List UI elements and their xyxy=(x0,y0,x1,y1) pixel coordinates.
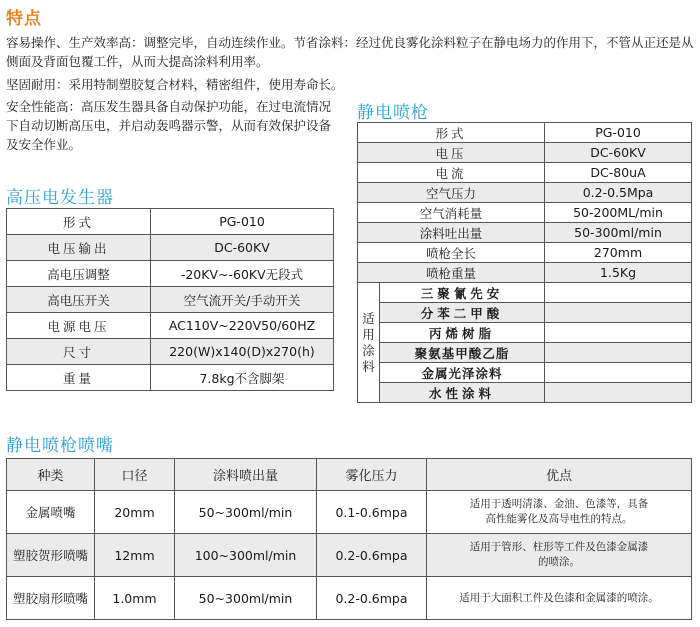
table-row xyxy=(358,383,692,403)
table-header-row xyxy=(7,459,692,491)
nozzle-type: 塑胶贺形喷嘴 xyxy=(7,534,95,577)
nozzle-output: 50~300ml/min xyxy=(175,491,317,534)
spec-key: 尺寸 xyxy=(7,339,151,365)
table-row xyxy=(7,313,334,339)
nozzle-bore: 20mm xyxy=(95,491,175,534)
material-item: 金属光泽涂料 xyxy=(380,363,545,383)
table-row xyxy=(358,303,692,323)
col-header: 口径 xyxy=(95,459,175,491)
spec-key: 电流 xyxy=(358,163,545,183)
spec-key: 电源电压 xyxy=(7,313,151,339)
table-row xyxy=(358,163,692,183)
features-paragraph-2: 坚固耐用：采用特制塑胶复合材料，精密组件，使用寿命长。 xyxy=(6,77,344,92)
spec-key: 空气压力 xyxy=(358,183,545,203)
spec-key: 形式 xyxy=(7,209,151,235)
material-item: 水性涂料 xyxy=(380,383,545,403)
table-row xyxy=(358,283,692,303)
spec-value: 270mm xyxy=(545,243,692,263)
features-heading: 特点 xyxy=(6,9,42,29)
features-paragraph-1: 容易操作、生产效率高：调整完毕，自动连续作业。节省涂料：经过优良雾化涂料粒子在静电场力的作用下，不管从正还是从侧面及背面包覆工件，从而大提高涂料利用率。 xyxy=(6,35,694,69)
table-row xyxy=(7,261,334,287)
table-row xyxy=(7,287,334,313)
table-row xyxy=(358,183,692,203)
spec-key: 涂料吐出量 xyxy=(358,223,545,243)
table-row xyxy=(358,263,692,283)
material-item: 分苯二甲酸 xyxy=(380,303,545,323)
spec-value: DC-80uA xyxy=(545,163,692,183)
col-header: 种类 xyxy=(7,459,95,491)
spec-key: 高电压调整 xyxy=(7,261,151,287)
spec-value: 50-200ML/min xyxy=(545,203,692,223)
spec-value: DC-60KV xyxy=(545,143,692,163)
nozzle-advantage: 适用于管形、柱形等工件及色漆金属漆 的喷涂。 xyxy=(427,534,692,577)
spec-key: 高电压开关 xyxy=(7,287,151,313)
nozzle-pressure: 0.1-0.6mpa xyxy=(317,491,427,534)
table-row xyxy=(358,343,692,363)
table-row xyxy=(358,223,692,243)
spec-value: AC110V~220V50/60HZ xyxy=(151,313,334,339)
spec-value: -20KV~-60KV无段式 xyxy=(151,261,334,287)
col-header: 涂料喷出量 xyxy=(175,459,317,491)
spec-key: 喷枪重量 xyxy=(358,263,545,283)
spec-value: DC-60KV xyxy=(151,235,334,261)
spec-key: 喷枪全长 xyxy=(358,243,545,263)
gun-heading: 静电喷枪 xyxy=(357,103,429,123)
generator-spec-table xyxy=(6,208,334,391)
table-row xyxy=(7,339,334,365)
spec-key: 形式 xyxy=(358,123,545,143)
nozzle-pressure: 0.2-0.6mpa xyxy=(317,534,427,577)
nozzle-bore: 1.0mm xyxy=(95,577,175,620)
col-header: 雾化压力 xyxy=(317,459,427,491)
spec-value: 空气流开关/手动开关 xyxy=(151,287,334,313)
table-row xyxy=(358,123,692,143)
generator-heading: 高压电发生器 xyxy=(6,188,114,208)
nozzle-table xyxy=(6,458,692,620)
nozzle-advantage: 适用于大面积工件及色漆和金属漆的喷涂。 xyxy=(427,577,692,620)
col-header: 优点 xyxy=(427,459,692,491)
table-row xyxy=(358,203,692,223)
material-item: 三聚氰先安 xyxy=(380,283,545,303)
spec-key: 电压输出 xyxy=(7,235,151,261)
spec-value: 50-300ml/min xyxy=(545,223,692,243)
table-row xyxy=(7,365,334,391)
table-row xyxy=(7,209,334,235)
table-row xyxy=(7,491,692,534)
spec-value: 1.5Kg xyxy=(545,263,692,283)
table-row xyxy=(7,235,334,261)
nozzle-output: 50~300ml/min xyxy=(175,577,317,620)
nozzle-pressure: 0.2-0.6mpa xyxy=(317,577,427,620)
features-paragraph-3: 安全性能高：高压发生器具备自动保护功能，在过电流情况下自动切断高压电，并启动轰鸣器示警，从而有效保护设备及安全作业。 xyxy=(6,99,332,152)
table-row xyxy=(7,577,692,620)
spec-value: 7.8kg不含脚架 xyxy=(151,365,334,391)
nozzle-heading: 静电喷枪喷嘴 xyxy=(6,436,114,456)
nozzle-bore: 12mm xyxy=(95,534,175,577)
materials-label: 适 用 涂 料 xyxy=(358,283,380,403)
material-item: 聚氨基甲酸乙脂 xyxy=(380,343,545,363)
spec-key: 电压 xyxy=(358,143,545,163)
table-row xyxy=(358,363,692,383)
spec-value: PG-010 xyxy=(151,209,334,235)
table-row xyxy=(358,243,692,263)
spec-value: 220(W)x140(D)x270(h) xyxy=(151,339,334,365)
spec-value: PG-010 xyxy=(545,123,692,143)
spec-key: 重量 xyxy=(7,365,151,391)
table-row xyxy=(358,143,692,163)
table-row xyxy=(358,323,692,343)
nozzle-type: 塑胶扇形喷嘴 xyxy=(7,577,95,620)
material-item: 丙烯树脂 xyxy=(380,323,545,343)
gun-spec-table xyxy=(357,122,692,403)
spec-value: 0.2-0.5Mpa xyxy=(545,183,692,203)
nozzle-type: 金属喷嘴 xyxy=(7,491,95,534)
nozzle-advantage: 适用于透明清漆、金油、色漆等，具备 高性能雾化及高导电性的特点。 xyxy=(427,491,692,534)
table-row xyxy=(7,534,692,577)
spec-key: 空气消耗量 xyxy=(358,203,545,223)
nozzle-output: 100~300ml/min xyxy=(175,534,317,577)
